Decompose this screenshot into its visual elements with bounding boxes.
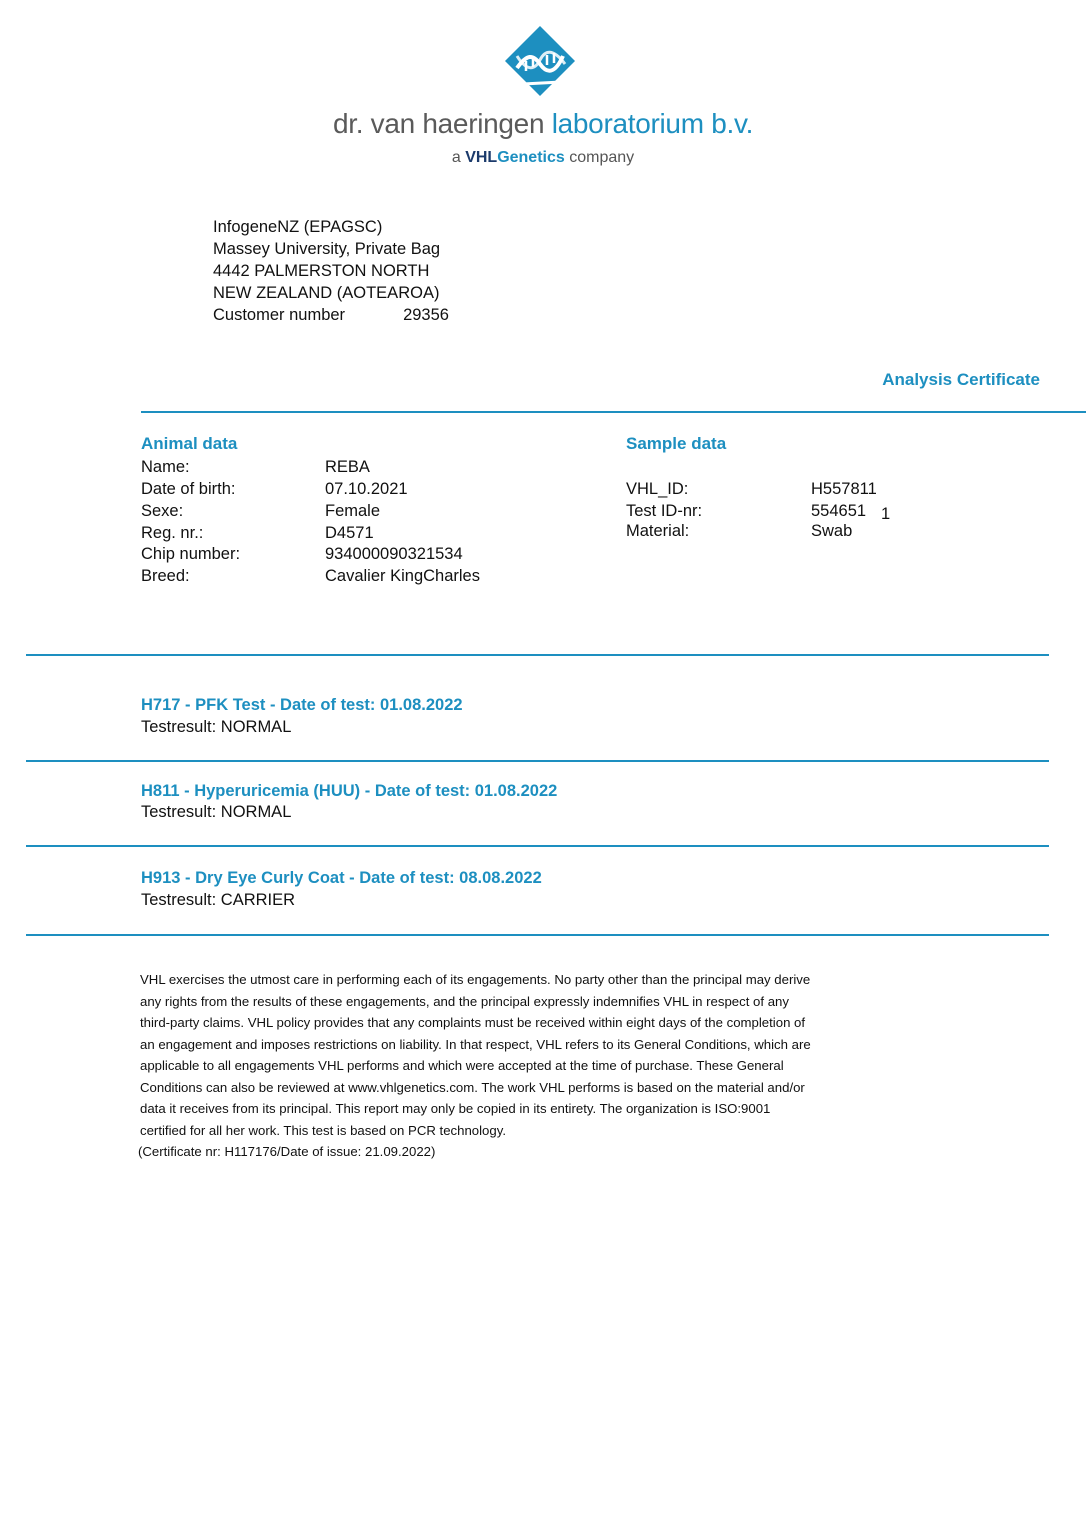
divider xyxy=(26,654,1049,656)
divider xyxy=(26,760,1049,762)
divider xyxy=(26,934,1049,936)
disclaimer-line: any rights from the results of these engagements, and the principal expressly indemnifies VHL in respect of any xyxy=(140,993,789,1009)
company-tagline: a VHLGenetics company xyxy=(451,149,635,166)
animal-data-table xyxy=(141,456,561,587)
sample-row: Test ID-nr: 554651 1 xyxy=(626,502,891,523)
lab-name: dr. van haeringen laboratorium b.v. xyxy=(332,108,754,139)
recipient-address xyxy=(213,216,449,326)
disclaimer-line: applicable to all engagements VHL performs and which were accepted at the time of purchase. These General xyxy=(140,1058,784,1073)
sample-row: Material: Swab xyxy=(626,522,853,540)
animal-row: Chip number: 934000090321534 xyxy=(141,545,463,563)
disclaimer-line: Conditions can also be reviewed at www.vhlgenetics.com. The work VHL performs is based on the material and/or xyxy=(140,1079,805,1095)
disclaimer xyxy=(140,969,900,1163)
address-line: 4442 PALMERSTON NORTH xyxy=(213,262,430,280)
divider xyxy=(26,845,1049,847)
sample-data-title: Sample data xyxy=(626,434,727,453)
divider xyxy=(141,411,1086,413)
disclaimer-line: an engagement and imposes restrictions on liability. In that respect, VHL refers to its General Conditions, which are xyxy=(140,1036,811,1052)
dna-diamond-icon xyxy=(503,24,577,98)
customer-number: 29356 xyxy=(403,306,449,324)
customer-number-row xyxy=(213,304,449,326)
animal-row: Date of birth: 07.10.2021 xyxy=(141,480,408,498)
animal-row: Breed: Cavalier KingCharles xyxy=(141,567,480,585)
certificate-title: Analysis Certificate xyxy=(882,370,1040,389)
sample-data-table xyxy=(626,478,926,541)
animal-row: Name: REBA xyxy=(141,458,370,476)
address-line: NEW ZEALAND (AOTEAROA) xyxy=(213,284,440,302)
address-line: InfogeneNZ (EPAGSC) xyxy=(213,218,383,236)
test-result: Testresult: NORMAL xyxy=(141,803,292,821)
animal-row: Sexe: Female xyxy=(141,502,381,520)
customer-number-label: Customer number xyxy=(213,306,346,324)
disclaimer-line: third-party claims. VHL policy provides that any complaints must be received within eight days of the completion of xyxy=(140,1015,806,1030)
test-result: Testresult: CARRIER xyxy=(141,891,296,909)
disclaimer-line: VHL exercises the utmost care in performing each of its engagements. No party other than the principal may derive xyxy=(140,972,811,987)
test-title: H811 - Hyperuricemia (HUU) - Date of test: 01.08.2022 xyxy=(141,782,558,800)
test-result: Testresult: NORMAL xyxy=(141,718,292,736)
animal-data-title: Animal data xyxy=(141,434,238,453)
certificate-number-line: (Certificate nr: H117176/Date of issue: 21.09.2022) xyxy=(138,1144,436,1159)
animal-row: Reg. nr.: D4571 xyxy=(141,524,374,542)
sample-row: VHL_ID: H557811 xyxy=(626,480,877,498)
test-title: H913 - Dry Eye Curly Coat - Date of test: 08.08.2022 xyxy=(141,869,542,887)
disclaimer-line: data it receives from its principal. This report may only be copied in its entirety. The organization is ISO:9001 xyxy=(140,1101,771,1116)
disclaimer-line: certified for all her work. This test is based on PCR technology. xyxy=(140,1122,506,1138)
address-line: Massey University, Private Bag xyxy=(213,240,441,258)
test-title: H717 - PFK Test - Date of test: 01.08.2022 xyxy=(141,696,463,714)
